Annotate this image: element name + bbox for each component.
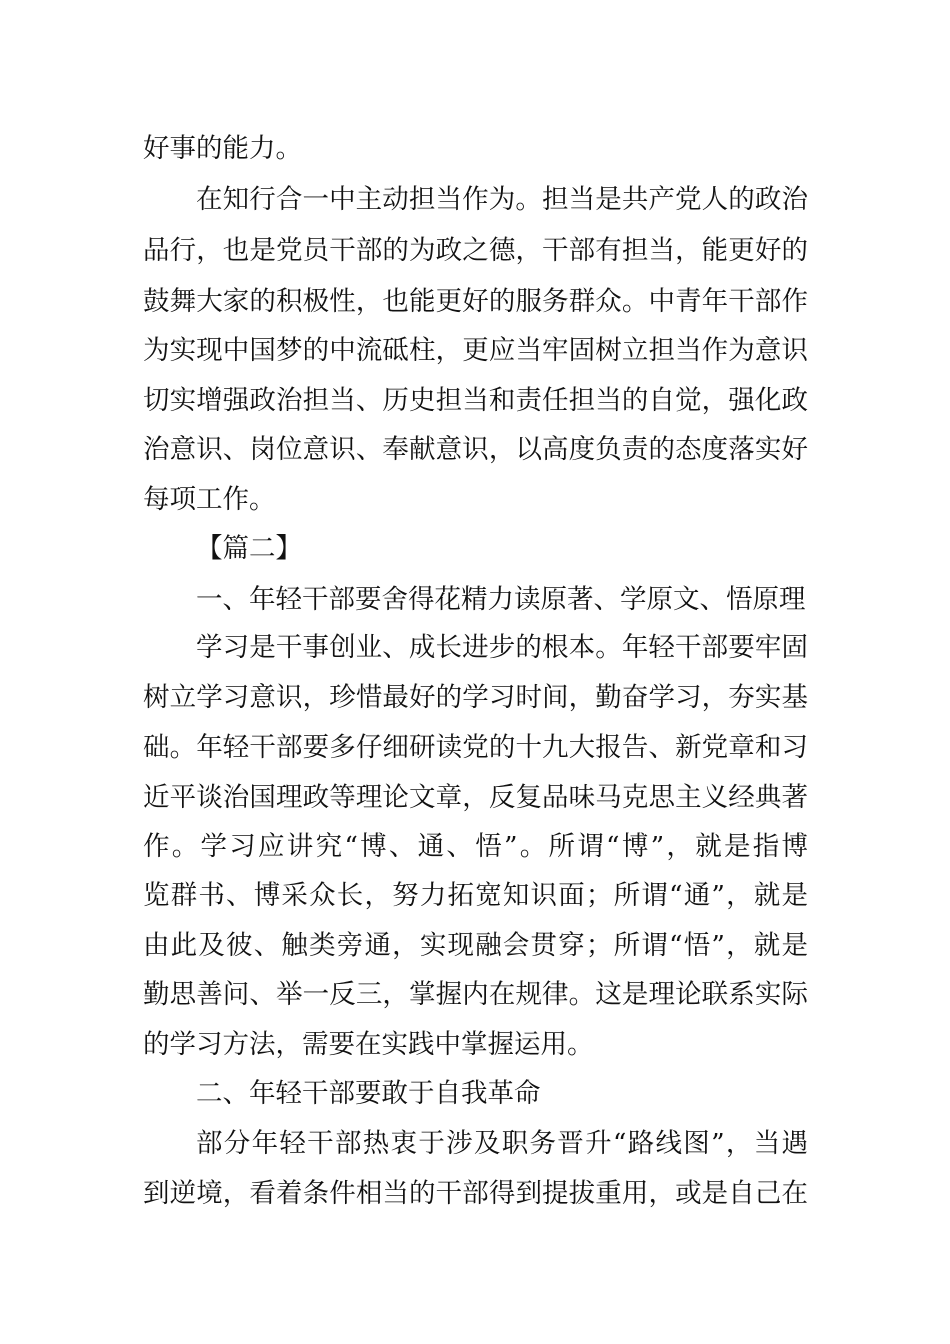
text-line: 近平谈治国理政等理论文章，反复品味马克思主义经典著 xyxy=(143,782,808,813)
subheading: 一、年轻干部要舍得花精力读原著、学原文、悟原理 xyxy=(196,584,806,615)
text-line: 好事的能力。 xyxy=(143,133,302,164)
text-line: 树立学习意识，珍惜最好的学习时间，勤奋学习，夯实基 xyxy=(143,682,808,713)
text-line: 由此及彼、触类旁通，实现融会贯穿；所谓“悟”，就是 xyxy=(143,930,808,961)
paragraph-first-line: 学习是干事创业、成长进步的根本。年轻干部要牢固 xyxy=(196,632,808,663)
text-line: 到逆境，看着条件相当的干部得到提拔重用，或是自己在 xyxy=(143,1178,808,1209)
text-line: 作。学习应讲究“博、通、悟”。所谓“博”，就是指博 xyxy=(143,831,808,862)
text-line: 础。年轻干部要多仔细研读党的十九大报告、新党章和习 xyxy=(143,732,808,763)
text-line: 为实现中国梦的中流砥柱，更应当牢固树立担当作为意识 xyxy=(143,335,808,366)
text-line: 览群书、博采众长，努力拓宽知识面；所谓“通”，就是 xyxy=(143,880,808,911)
text-line: 勤思善问、举一反三，掌握内在规律。这是理论联系实际 xyxy=(143,979,808,1010)
text-line: 切实增强政治担当、历史担当和责任担当的自觉，强化政 xyxy=(143,385,808,416)
text-line: 每项工作。 xyxy=(143,484,276,515)
text-line: 治意识、岗位意识、奉献意识，以高度负责的态度落实好 xyxy=(143,434,808,465)
text-line: 品行，也是党员干部的为政之德，干部有担当，能更好的 xyxy=(143,235,808,266)
paragraph-first-line: 部分年轻干部热衷于涉及职务晋升“路线图”，当遇 xyxy=(196,1128,808,1159)
paragraph-first-line: 在知行合一中主动担当作为。担当是共产党人的政治 xyxy=(196,184,808,215)
text-line: 鼓舞大家的积极性，也能更好的服务群众。中青年干部作 xyxy=(143,286,808,317)
text-line: 的学习方法，需要在实践中掌握运用。 xyxy=(143,1029,594,1060)
subheading: 二、年轻干部要敢于自我革命 xyxy=(196,1078,541,1109)
section-heading: 【篇二】 xyxy=(196,533,302,564)
